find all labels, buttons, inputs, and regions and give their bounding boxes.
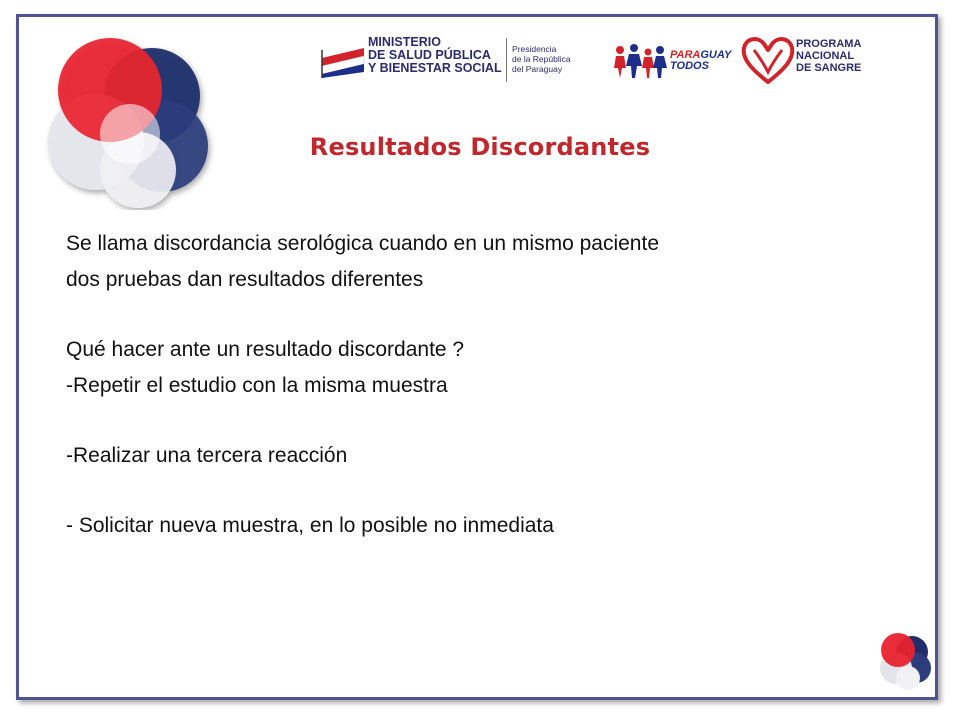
sangre-line3: DE SANGRE: [796, 62, 862, 74]
flag-icon: [320, 44, 366, 78]
ministry-line2: DE SALUD PÚBLICA: [368, 48, 491, 62]
presidencia-line2: de la República: [512, 54, 571, 64]
programa-sangre-logo: [740, 34, 870, 86]
ministry-line3: Y BIENESTAR SOCIAL: [368, 61, 502, 75]
divider: [506, 38, 507, 82]
step-item: -Realizar una tercera reacción: [66, 444, 348, 467]
presidencia-name: [512, 44, 571, 74]
step-item: - Solicitar nueva muestra, en lo posible no inmediata: [66, 514, 554, 537]
definition-line2: dos pruebas dan resultados diferentes: [66, 268, 424, 291]
paraguay-word-blue: GUAY: [700, 49, 732, 61]
todos-word: TODOS: [670, 60, 709, 72]
definition-line1: Se llama discordancia serológica cuando en un mismo paciente: [66, 232, 660, 255]
paraguay-todos-text: [670, 50, 731, 72]
circles-logo-icon: [34, 30, 214, 210]
slide-title: Resultados Discordantes: [309, 133, 651, 161]
ministry-name: [368, 36, 502, 75]
question-line: Qué hacer ante un resultado discordante ?: [66, 338, 465, 361]
heart-icon: [740, 34, 796, 86]
circles-logo-icon: [872, 628, 936, 692]
paraguay-todos-logo: [612, 40, 730, 84]
presidencia-line1: Presidencia: [512, 44, 557, 54]
sangre-line2: NACIONAL: [796, 50, 855, 62]
ministry-logo: [318, 36, 578, 86]
sangre-line1: PROGRAMA: [796, 38, 862, 50]
ministry-line1: MINISTERIO: [368, 35, 441, 49]
people-icon: [612, 42, 670, 82]
slide-body: [66, 226, 916, 544]
programa-sangre-text: [796, 38, 861, 74]
paraguay-word-red: PARA: [670, 49, 701, 61]
presidencia-line3: del Paraguay: [512, 64, 563, 74]
step-item: -Repetir el estudio con la misma muestra: [66, 374, 448, 397]
